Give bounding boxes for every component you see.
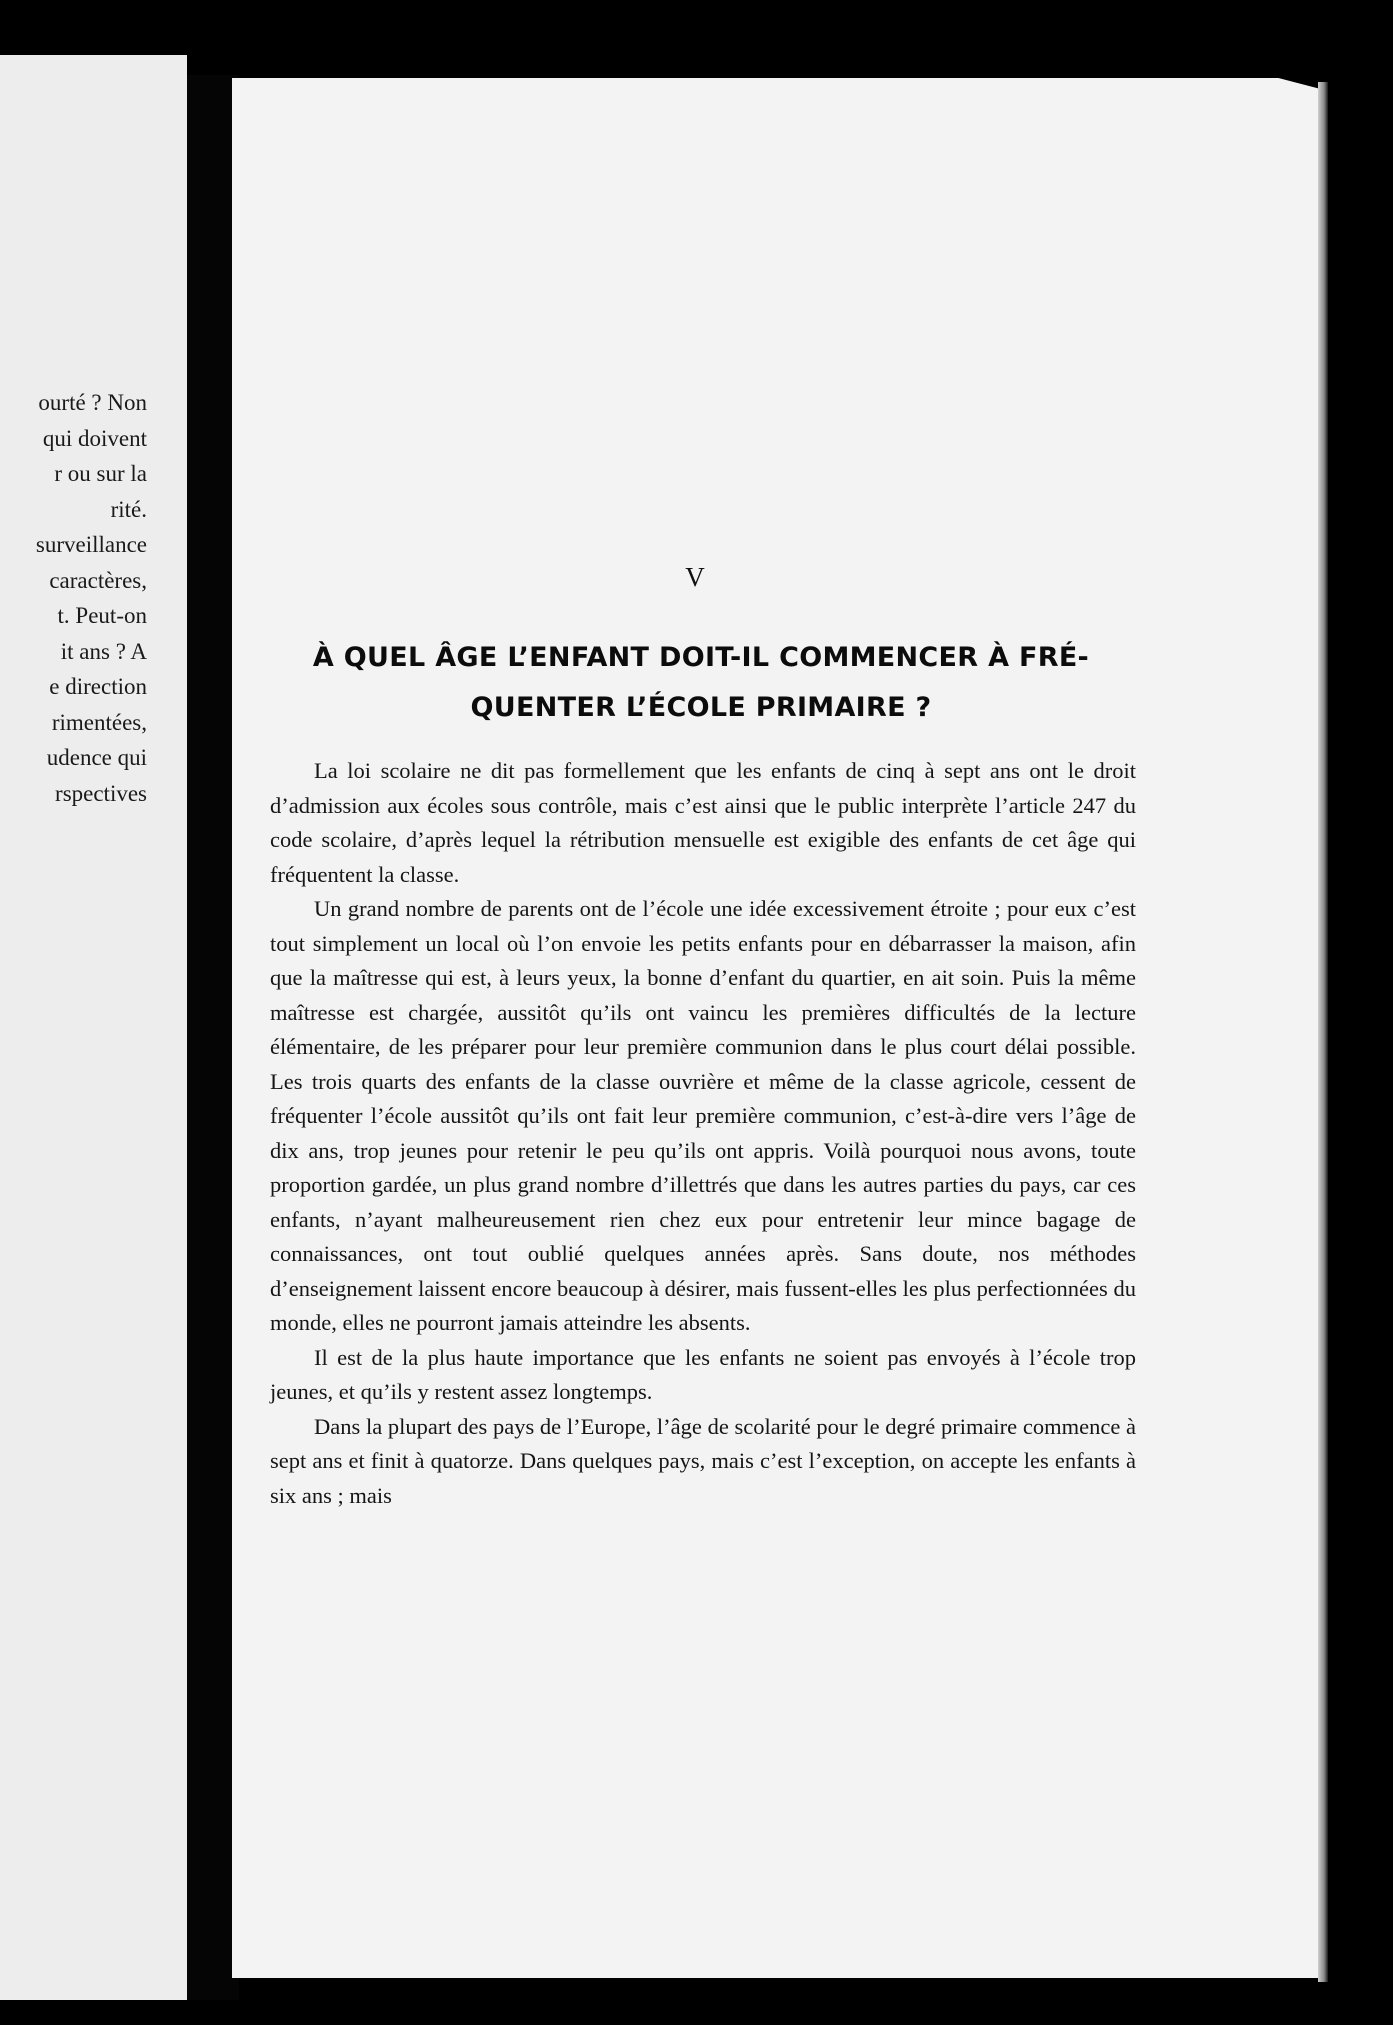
left-page-text	[0, 385, 147, 811]
left-line: it ans ? A	[60, 638, 147, 664]
left-line: caractères,	[49, 567, 147, 593]
left-line: e direction	[49, 674, 147, 699]
paragraph: Un grand nombre de parents ont de l’école une idée excessivement étroite ; pour eux c’est tout simplement un local où l’on envoie les petits enfants pour en débarrasser la maison, afin que la maîtresse qui est, à leurs yeux, la bonne d’enfant du quartier, en ait soin. Puis la même maîtresse est chargée, aussitôt qu’ils ont vaincu les premières difficultés de la lecture élémentaire, de les préparer pour leur première communion dans le plus court délai possible. Les trois quarts des enfants de la classe ouvrière et même de la classe agricole, cessent de fréquenter l’école aussitôt qu’ils ont fait leur première communion, c’est-à-dire vers l’âge de dix ans, trop jeunes pour retenir le peu qu’ils ont appris. Voilà pourquoi nous avons, toute proportion gardée, un plus grand nombre d’illettrés que dans les autres parties du pays, car ces enfants, n’ayant malheureusement rien chez eux pour entretenir leur mince bagage de connaissances, ont tout oublié quelques années après. Sans doute, nos méthodes d’enseignement laissent encore beaucoup à désirer, mais fussent-elles les plus perfectionnées du monde, elles ne pourront jamais atteindre les absents.	[270, 896, 1136, 1335]
page-edge	[1318, 82, 1328, 1982]
left-line: rspectives	[55, 780, 147, 806]
left-line: rimentées,	[51, 709, 147, 735]
paragraph: La loi scolaire ne dit pas formellement que les enfants de cinq à sept ans ont le droit d’admission aux écoles sous contrôle, mais c’est ainsi que le public interprète l’article 247 du code scolaire, d’après lequel la rétribution mensuelle est exigible des enfants de cet âge qui fréquentent la classe.	[270, 758, 1136, 887]
left-line: r ou sur la	[54, 461, 147, 486]
left-line: ourté ? Non	[38, 390, 147, 415]
chapter-number: V	[685, 562, 705, 592]
left-line: t. Peut-on	[57, 603, 147, 628]
body-text	[270, 754, 1136, 1513]
chapter-title-line-1: À QUEL ÂGE L’ENFANT DOIT-IL COMMENCER À FRÉ-	[312, 642, 1090, 673]
left-page-fragment	[0, 55, 187, 2000]
left-line: udence qui	[46, 745, 147, 770]
chapter-title-line-2: QUENTER L’ÉCOLE PRIMAIRE ?	[470, 692, 932, 723]
paragraph: Il est de la plus haute importance que les enfants ne soient pas envoyés à l’école trop jeunes, et qu’ils y restent assez longtemps.	[270, 1344, 1136, 1404]
left-line: surveillance	[35, 532, 147, 557]
chapter-title	[268, 633, 1134, 733]
paragraph: Dans la plupart des pays de l’Europe, l’âge de scolarité pour le degré primaire commence à sept ans et finit à quatorze. Dans quelques pays, mais c’est l’exception, on accepte les enfants à six ans ; mais	[270, 1413, 1136, 1508]
book-gutter	[187, 75, 239, 2000]
left-line: qui doivent	[42, 425, 147, 451]
left-line: rité.	[110, 496, 147, 522]
